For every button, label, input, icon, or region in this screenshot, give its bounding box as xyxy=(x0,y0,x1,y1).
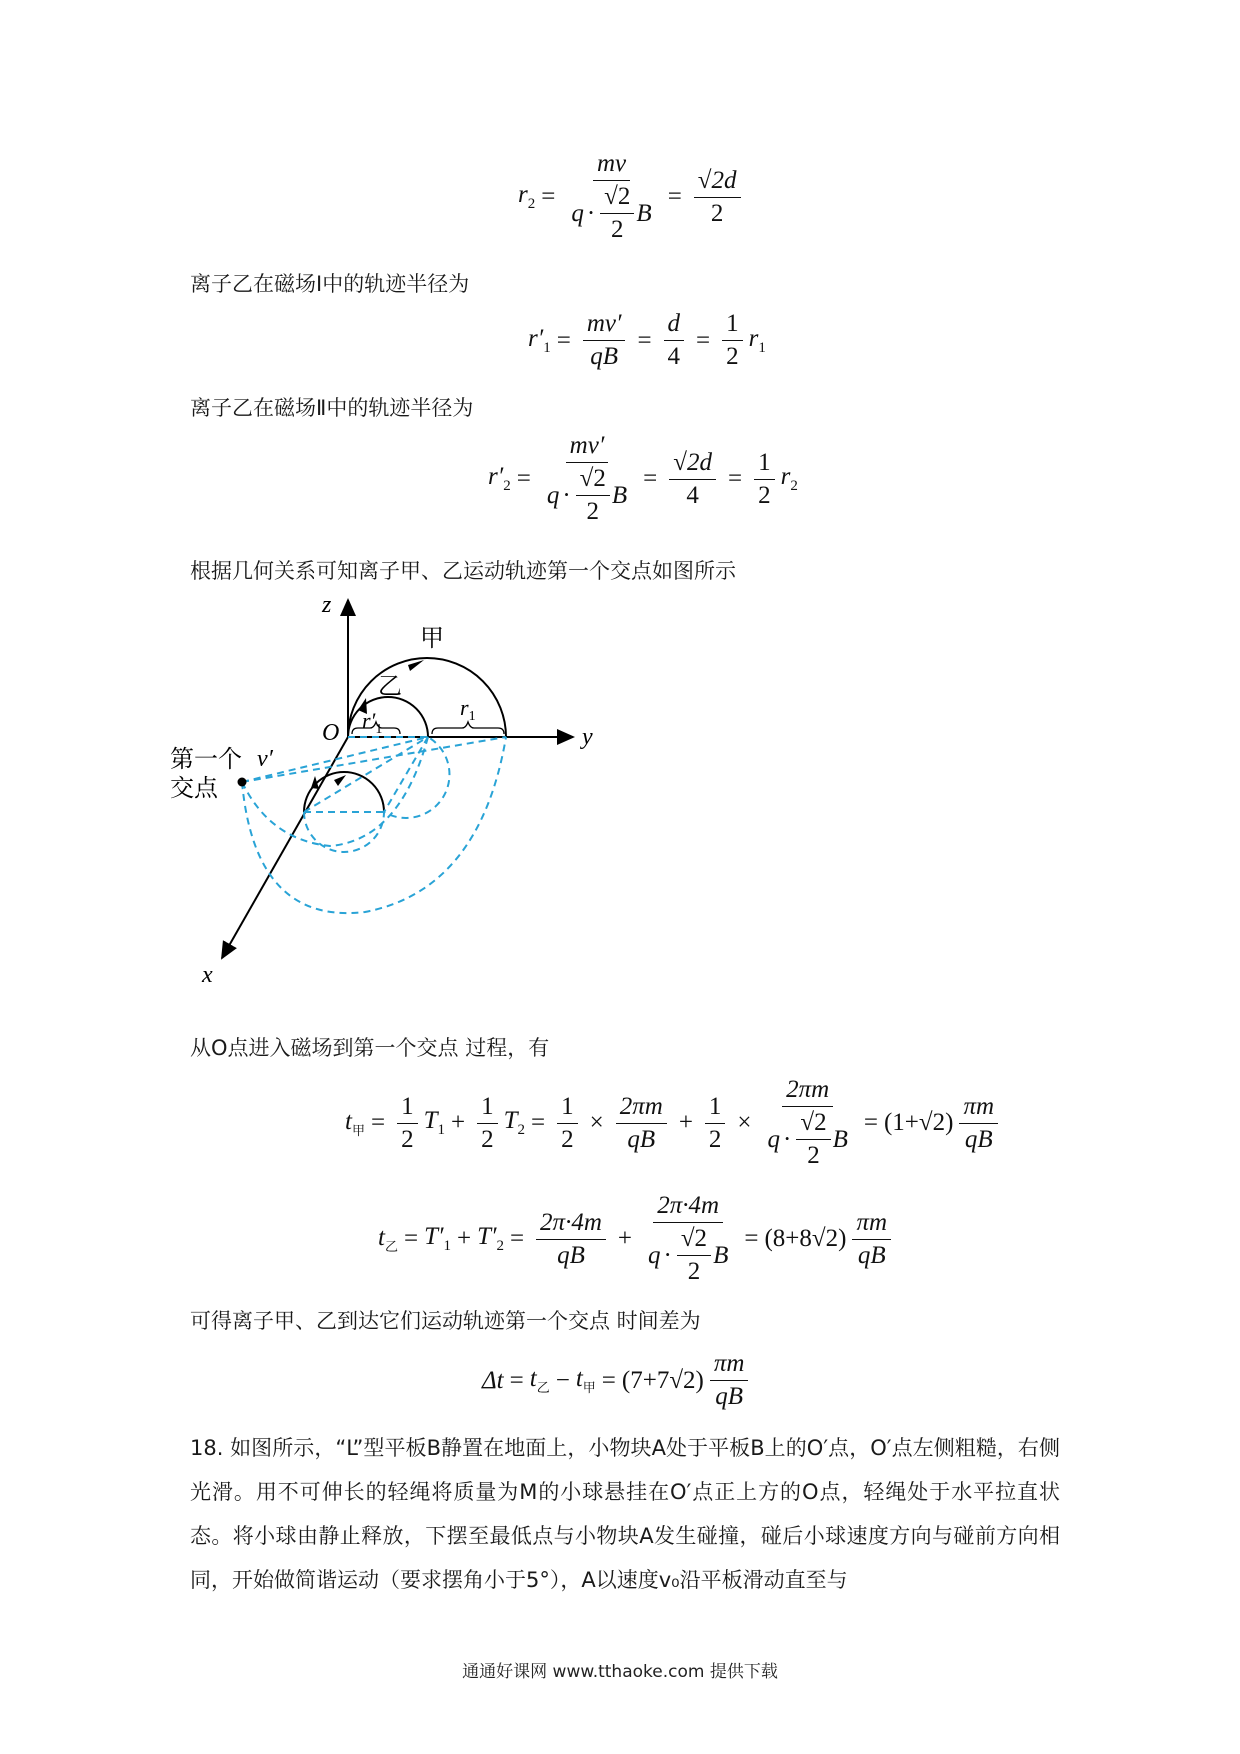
equation-t-yi: $t_乙$ = $T'_1$ + $T'_2$ = $\frac{2\pi\cdot 4m}{qB}$ + 2π·4m q · $\frac{√2}{2}$ B = (8+8√2) $\frac{\pi m}{qB}$ xyxy=(378,1192,897,1286)
label-yi: 乙 xyxy=(378,674,402,700)
label-v-prime: v′ xyxy=(257,746,273,772)
text-line-1: 离子乙在磁场Ⅰ中的轨迹半径为 xyxy=(190,272,470,296)
label-first-2: 交点 xyxy=(170,776,218,802)
axis-y-label: y xyxy=(582,724,593,750)
trajectory-figure xyxy=(170,590,600,1000)
axis-x-label: x xyxy=(202,962,213,988)
arrow-jia xyxy=(408,660,424,671)
problem-18-text: 18. 如图所示，“L”型平板B静置在地面上，小物块A处于平板B上的O′点，O′点左侧粗糙，右侧光滑。用不可伸长的轻绳将质量为M的小球悬挂在O′点正上方的O点，轻绳处于水平拉直状态。将小球由静止释放，下摆至最低点与小物块A发生碰撞，碰后小球速度方向与碰前方向相同，开始做简谐运动（要求摆角小于5°），A以速度v₀沿平板滑动直至与 xyxy=(190,1436,1060,1592)
equation-r1-prime: $r'_1$ = $\frac{mv'}{qB}$ = $\frac{d}{4}$ = $\frac{1}{2}$ $r_1$ xyxy=(528,310,766,370)
arrow-yi-2 xyxy=(334,775,346,786)
equation-delta-t: Δt = $t_乙$ − $t_甲$ = (7+7√2) $\frac{\pi m}{qB}$ xyxy=(482,1350,754,1411)
origin-label: O xyxy=(322,720,340,746)
text-line-4: 从O点进入磁场到第一个交点 过程，有 xyxy=(190,1036,550,1060)
first-intersection-point xyxy=(238,778,247,787)
trajectory-yi xyxy=(348,697,428,737)
equation-r2: $r_2$ = mv q · $\frac{√2}{2}$ B = $\frac{√2d}{2}$ xyxy=(518,150,747,244)
dashed-projections xyxy=(242,737,506,913)
text-line-5: 可得离子甲、乙到达它们运动轨迹第一个交点 时间差为 xyxy=(190,1309,701,1333)
eq-lhs: $r_2$ xyxy=(518,181,536,212)
equation-r2-prime: $r'_2$ = mv′ q · $\frac{√2}{2}$ B = $\frac{√2d}{4}$ = $\frac{1}{2}$ $r_2$ xyxy=(488,432,798,525)
text-line-3: 根据几何关系可知离子甲、乙运动轨迹第一个交点如图所示 xyxy=(190,559,736,583)
fraction: mv q · $\frac{√2}{2}$ B xyxy=(571,150,652,243)
label-first-1: 第一个 xyxy=(170,747,242,773)
label-jia: 甲 xyxy=(420,626,444,652)
brace-r1 xyxy=(432,722,504,734)
text-line-2: 离子乙在磁场Ⅱ中的轨迹半径为 xyxy=(190,396,474,420)
equation-t-jia: $t_甲$ = $\frac{1}{2}$ $T_1$ + $\frac{1}{2}$ $T_2$ = $\frac{1}{2}$ × $\frac{2\pi m}{qB}$ + $\frac{1}{2}$ × 2πm q · $\frac{√2}{2}$ B = (1+√2) $\frac{\pi m}{qB}$ xyxy=(345,1076,1004,1170)
fraction: $\frac{√2d}{2}$ xyxy=(694,167,741,228)
page-footer: 通通好课网 www.tthaoke.com 提供下载 xyxy=(462,1662,778,1682)
label-r1: $r_1$ xyxy=(460,695,476,724)
label-r1-prime: $r'_1$ xyxy=(362,708,383,737)
axis-z-label: z xyxy=(322,592,332,618)
